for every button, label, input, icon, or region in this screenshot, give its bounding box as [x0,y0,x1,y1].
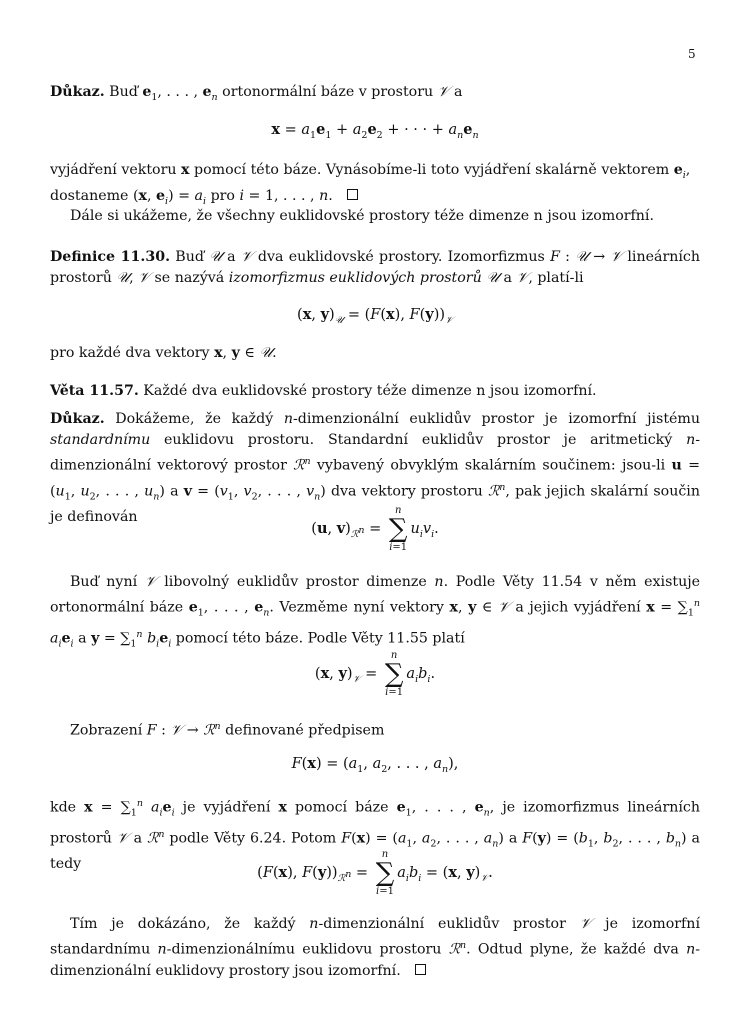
equation-basis-expansion: $x = a_1e_1 + a_2e_2$ + · · · + $a_ne_n$ [271,121,479,141]
equation-f-definition: $F(x) = (a_1$, $a_2$, . . . , $a_n$), [291,755,459,775]
proof-heading: Důkaz. [50,84,105,100]
definition-11-30: Definice 11.30. Buď 𝒰 a 𝒱 dva euklidovské prostory. Izomorfizmus F : 𝒰 → 𝒱 lineárních prostorů 𝒰, 𝒱 se nazývá izomorfizmus euklidových prostorů 𝒰 a 𝒱, platí-li [50,249,700,286]
qed-icon [347,189,358,200]
theorem-11-57: Věta 11.57. Každé dva euklidovské prostory téže dimenze n jsou izomorfní. [50,383,597,399]
proof-1-body: vyjádření vektoru x pomocí této báze. Vynásobíme-li toto vyjádření skalárně vektorem $e_i$, dostaneme (x, $e_i) = a_i$ pro i = 1, . . . , n. [50,162,691,207]
equation-v-product: (x, $y)_𝒱$ = n ∑ i=1 $a_ib_i$. [314,650,436,698]
proof-2-paragraph-2: Buď nyní 𝒱 libovolný euklidův prostor dimenze n. Podle Věty 11.54 v něm existuje ortonormální báze $e_1$, . . . , $e_n$. Vezměme nyní vektory x, y ∈ 𝒱 a jejich vyjádření $x = \sum_1^n$ $a_ie_i$ a $y = \sum_1^n$ $b_ie_i$ pomocí této báze. Podle Věty 11.55 platí [50,574,701,650]
equation-isometry: (F(x), $F(y))_{ℛ^n}$ = n ∑ i=1 $a_ib_i = (x$, $y)_𝒱$. [257,849,493,897]
proof-2-paragraph-4: kde $x = \sum_1^n$ $a_ie_i$ je vyjádření x pomocí báze $e_1$, . . . , $e_n$, je izomorfizmus lineárních prostorů 𝒱 a ℛ$^n$ podle Věty 6.24. Potom $F(x) = (a_1$, $a_2$, . . . , $a_n$) a $F(y) = (b_1$, $b_2$, . . . , $b_n$) a tedy [50,798,701,873]
proof-1-intro: Důkaz. Buď $e_1$, . . . , $e_n$ ortonormální báze v prostoru 𝒱 a [50,84,463,103]
proof-2-paragraph-3: Zobrazení F : 𝒱 → ℛ$^n$ definované předpisem [70,721,385,739]
definition-tail: pro každé dva vektory x, y ∈ 𝒰. [50,345,277,361]
paragraph-dale: Dále si ukážeme, že všechny euklidovské prostory téže dimenze n jsou izomorfní. [70,208,654,224]
qed-icon [415,964,426,975]
equation-isomorphism: (x, $y)_𝒰 = (F(x)$, $F(y))_𝒱$ [297,306,453,326]
proof-2-paragraph-1: Důkaz. Dokážeme, že každý n-dimenzionální euklidův prostor je izomorfní jistému standardnímu euklidovu prostoru. Standardní euklidův prostor je aritmetický n-dimenzionální vektorový prostor ℛ$^n$ vybavený obvyklým skalárním součinem: jsou-li $u = (u_1$, $u_2$, . . . , $u_n$) a $v = (v_1$, $v_2$, . . . , $v_n$) dva vektory prostoru ℛ$^n$, pak jejich skalární součin je definován [50,411,701,526]
equation-standard-product: (u, $v)_{ℛ^n}$ = n ∑ i=1 $u_iv_i$. [311,505,439,553]
page-number: 5 [688,47,696,61]
proof-2-conclusion: Tím je dokázáno, že každý n-dimenzionální euklidův prostor 𝒱 je izomorfní standardnímu n-dimenzionálnímu euklidovu prostoru ℛ$^n$. Odtud plyne, že každé dva n-dimenzionální euklidovy prostory jsou izomorfní. [50,916,700,979]
